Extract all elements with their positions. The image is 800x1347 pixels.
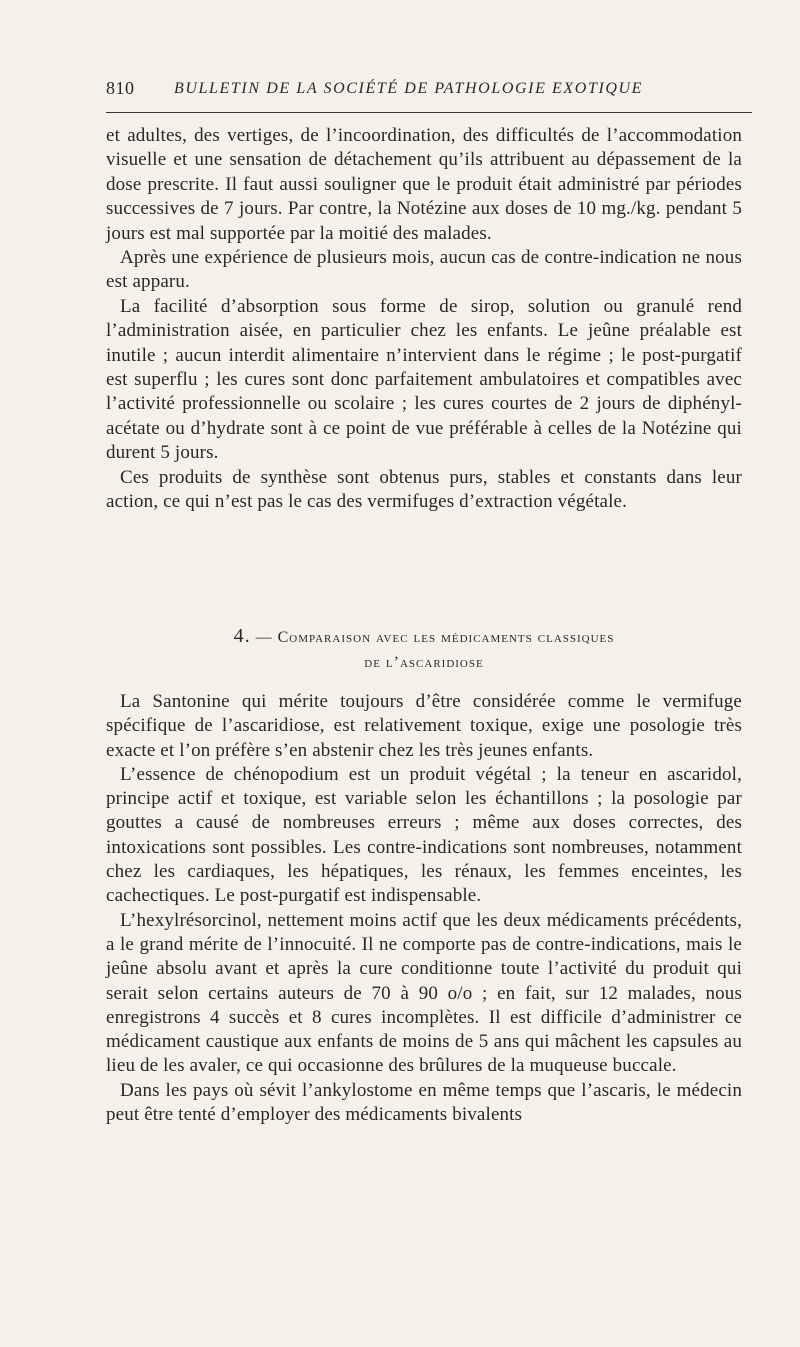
section-dash: —: [255, 629, 273, 646]
paragraph: et adultes, des vertiges, de l’incoordination, des difficultés de l’accommodation visuelle et une sensation de détachement qu’ils attribuent au dépassement de la dose prescrite. Il faut aussi souligner que le produit était administré par périodes successives de 7 jours. Par contre, la Notézine aux doses de 10 mg./kg. pendant 5 jours est mal supportée par la moitié des malades.: [106, 125, 742, 244]
page-header: [106, 78, 752, 104]
section-title-line-1: Comparaison avec les médicaments classiques: [277, 629, 615, 646]
section-heading: [106, 624, 742, 675]
paragraph: Dans les pays où sévit l’ankylostome en même temps que l’ascaris, le médecin peut être tenté d’employer des médicaments bivalents: [106, 1079, 742, 1126]
paragraph: Ces produits de synthèse sont obtenus purs, stables et constants dans leur action, ce qui n’est pas le cas des vermifuges d’extraction végétale.: [106, 466, 742, 513]
paragraph: La facilité d’absorption sous forme de sirop, solution ou granulé rend l’administration aisée, en particulier chez les enfants. Le jeûne préalable est inutile ; aucun interdit alimentaire n’intervient dans le régime ; le post-purgatif est superflu ; les cures sont donc parfaitement ambulatoires et compatibles avec l’activité professionnelle ou scolaire ; les cures courtes de 2 jours de diphényl-acétate ou d’hydrate sont à ce point de vue préférable à celles de la Notézine qui durent 5 jours.: [106, 295, 742, 464]
body-text-bottom: [106, 690, 742, 1127]
paragraph: L’essence de chénopodium est un produit végétal ; la teneur en ascaridol, principe actif et toxique, est variable selon les échantillons ; la posologie par gouttes a causé de nombreuses erreurs ; même aux doses correctes, des intoxications sont possibles. Les contre-indications sont nombreuses, notamment chez les cardiaques, les hépatiques, les rénaux, les femmes enceintes, les cachectiques. Le post-purgatif est indispensable.: [106, 763, 742, 907]
page-number: 810: [106, 78, 135, 98]
paragraph: L’hexylrésorcinol, nettement moins actif que les deux médicaments précédents, a le grand mérite de l’innocuité. Il ne comporte pas de contre-indications, mais le jeûne absolu avant et après la cure conditionne toute l’activité du produit qui serait selon certains auteurs de 70 à 90 o/o ; en fait, sur 12 malades, nous enregistrons 4 succès et 8 cures incomplètes. Il est difficile d’administrer ce médicament caustique aux enfants de moins de 5 ans qui mâchent les capsules au lieu de les avaler, ce qui occasionne des brûlures de la muqueuse buccale.: [106, 909, 742, 1077]
section-number: 4.: [233, 625, 251, 647]
paragraph: La Santonine qui mérite toujours d’être considérée comme le vermifuge spécifique de l’ascaridiose, est relativement toxique, exige une posologie très exacte et l’on préfère s’en abstenir chez les très jeunes enfants.: [106, 691, 742, 761]
body-text-top: [106, 124, 742, 515]
running-head: BULLETIN DE LA SOCIÉTÉ DE PATHOLOGIE EXOTIQUE: [174, 80, 644, 97]
section-title-line-2: de l’ascaridiose: [364, 654, 484, 671]
section-heading-line-1: [106, 624, 742, 650]
paragraph: Après une expérience de plusieurs mois, aucun cas de contre-indication ne nous est apparu.: [106, 247, 742, 293]
header-rule: [106, 112, 752, 113]
